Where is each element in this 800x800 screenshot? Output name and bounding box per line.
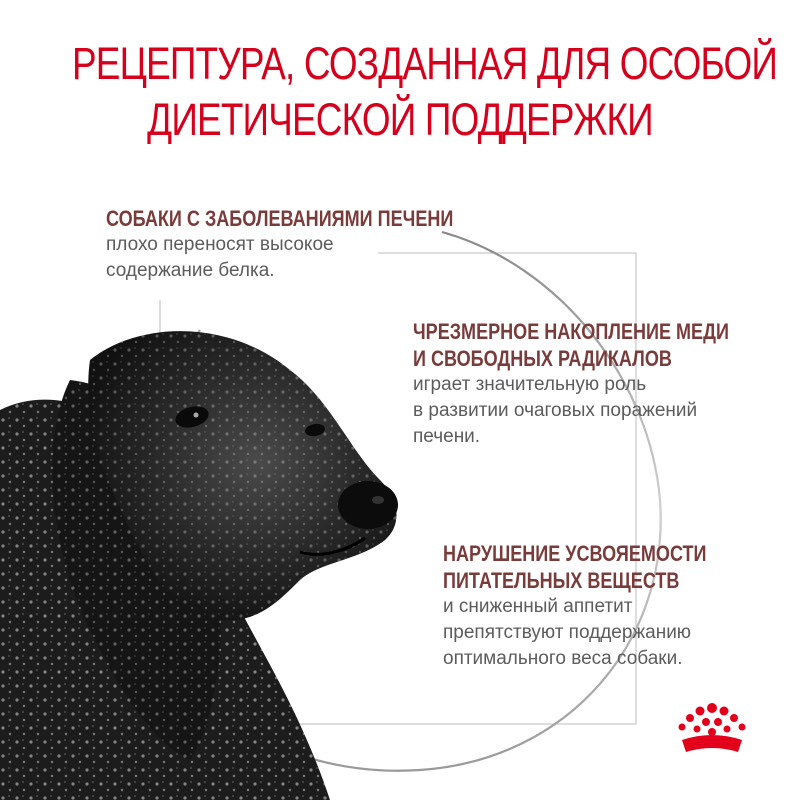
royal-crown-icon (672, 700, 752, 760)
info-block-absorption (443, 540, 800, 672)
info-heading: ЧРЕЗМЕРНОЕ НАКОПЛЕНИЕ МЕДИ (413, 319, 729, 344)
info-text-line: играет значительную роль (413, 374, 647, 395)
info-block-liver (106, 205, 526, 284)
info-text-line: плохо переносят высокое (106, 234, 334, 255)
info-text-line: препятствуют поддержанию (443, 622, 692, 643)
info-text-line: и сниженный аппетит (443, 596, 633, 617)
info-heading: ПИТАТЕЛЬНЫХ ВЕЩЕСТВ (443, 568, 680, 593)
info-text-line: оптимального веса собаки. (443, 648, 683, 669)
title-line-1: РЕЦЕПТУРА, СОЗДАННАЯ ДЛЯ ОСОБОЙ (72, 38, 778, 89)
dog-illustration (0, 290, 420, 800)
info-text-line: в развитии очаговых поражений (413, 400, 698, 421)
info-heading: И СВОБОДНЫХ РАДИКАЛОВ (413, 346, 672, 371)
title-line-2: ДИЕТИЧЕСКОЙ ПОДДЕРЖКИ (147, 94, 653, 145)
info-block-copper (413, 318, 800, 450)
info-heading: НАРУШЕНИЕ УСВОЯЕМОСТИ (443, 541, 707, 566)
info-text-line: печени. (413, 426, 481, 447)
info-text-line: содержание белка. (106, 260, 275, 281)
info-heading: СОБАКИ С ЗАБОЛЕВАНИЯМИ ПЕЧЕНИ (106, 206, 454, 231)
